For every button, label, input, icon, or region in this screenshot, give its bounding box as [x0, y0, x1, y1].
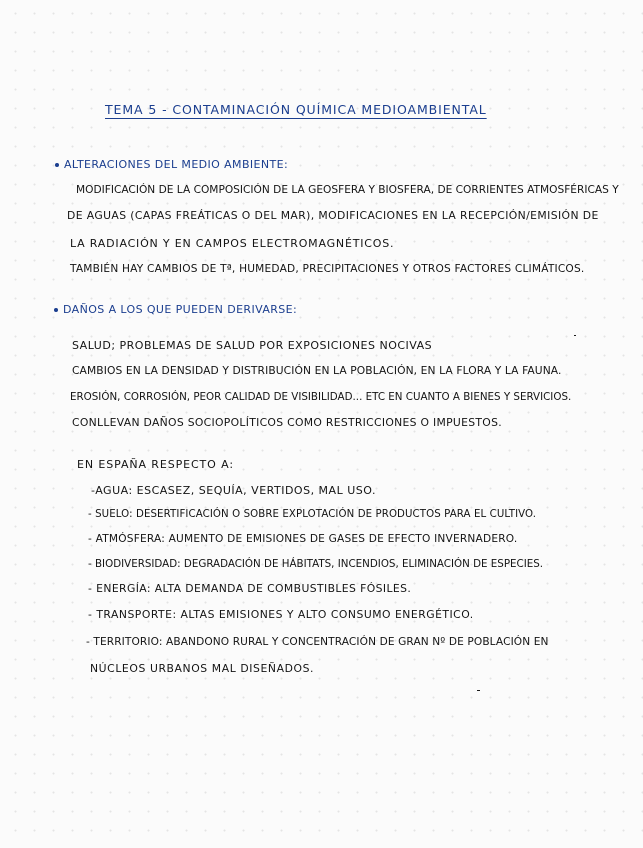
paragraph-line: MODIFICACIÓN DE LA COMPOSICIÓN DE LA GEOSFERA Y BIOSFERA, DE CORRIENTES ATMOSFÉRICAS Y — [76, 184, 619, 196]
section-heading-danos: DAÑOS A LOS QUE PUEDEN DERIVARSE: — [63, 303, 298, 316]
paragraph-line: LA RADIACIÓN Y EN CAMPOS ELECTROMAGNÉTICOS. — [70, 237, 395, 250]
paragraph-line: DE AGUAS (CAPAS FREÁTICAS O DEL MAR), MODIFICACIONES EN LA RECEPCIÓN/EMISIÓN DE — [67, 209, 599, 222]
list-item-continuation: NÚCLEOS URBANOS MAL DISEÑADOS. — [90, 662, 315, 675]
list-item: - ATMÓSFERA: AUMENTO DE EMISIONES DE GASES DE EFECTO INVERNADERO. — [88, 533, 518, 545]
list-item: -AGUA: ESCASEZ, SEQUÍA, VERTIDOS, MAL USO. — [91, 484, 376, 497]
bullet-dot-icon — [55, 163, 59, 167]
section-heading-alteraciones: ALTERACIONES DEL MEDIO AMBIENTE: — [64, 158, 289, 171]
list-item: - TRANSPORTE: ALTAS EMISIONES Y ALTO CONSUMO ENERGÉTICO. — [88, 608, 474, 621]
spain-heading: EN ESPAÑA RESPECTO A: — [77, 458, 234, 471]
list-item: - SUELO: DESERTIFICACIÓN O SOBRE EXPLOTACIÓN DE PRODUCTOS PARA EL CULTIVO. — [88, 509, 537, 520]
page-title: TEMA 5 - CONTAMINACIÓN QUÍMICA MEDIOAMBIENTAL — [105, 102, 487, 117]
list-item: - BIODIVERSIDAD: DEGRADACIÓN DE HÁBITATS, INCENDIOS, ELIMINACIÓN DE ESPECIES. — [88, 558, 544, 570]
list-item: - TERRITORIO: ABANDONO RURAL Y CONCENTRACIÓN DE GRAN Nº DE POBLACIÓN EN — [86, 636, 549, 648]
paragraph-line: CONLLEVAN DAÑOS SOCIOPOLÍTICOS COMO RESTRICCIONES O IMPUESTOS. — [72, 416, 502, 429]
paragraph-line: CAMBIOS EN LA DENSIDAD Y DISTRIBUCIÓN EN LA POBLACIÓN, EN LA FLORA Y LA FAUNA. — [72, 364, 562, 377]
bullet-dot-icon — [54, 308, 58, 312]
pen-mark — [477, 690, 480, 691]
paragraph-line: TAMBIÉN HAY CAMBIOS DE Tª, HUMEDAD, PRECIPITACIONES Y OTROS FACTORES CLIMÁTICOS. — [70, 263, 585, 275]
paragraph-line: EROSIÓN, CORROSIÓN, PEOR CALIDAD DE VISIBILIDAD... ETC EN CUANTO A BIENES Y SERVICIOS. — [70, 391, 572, 403]
pen-mark — [574, 335, 576, 336]
paragraph-line: SALUD; PROBLEMAS DE SALUD POR EXPOSICIONES NOCIVAS — [72, 339, 433, 352]
list-item: - ENERGÍA: ALTA DEMANDA DE COMBUSTIBLES FÓSILES. — [88, 582, 412, 595]
